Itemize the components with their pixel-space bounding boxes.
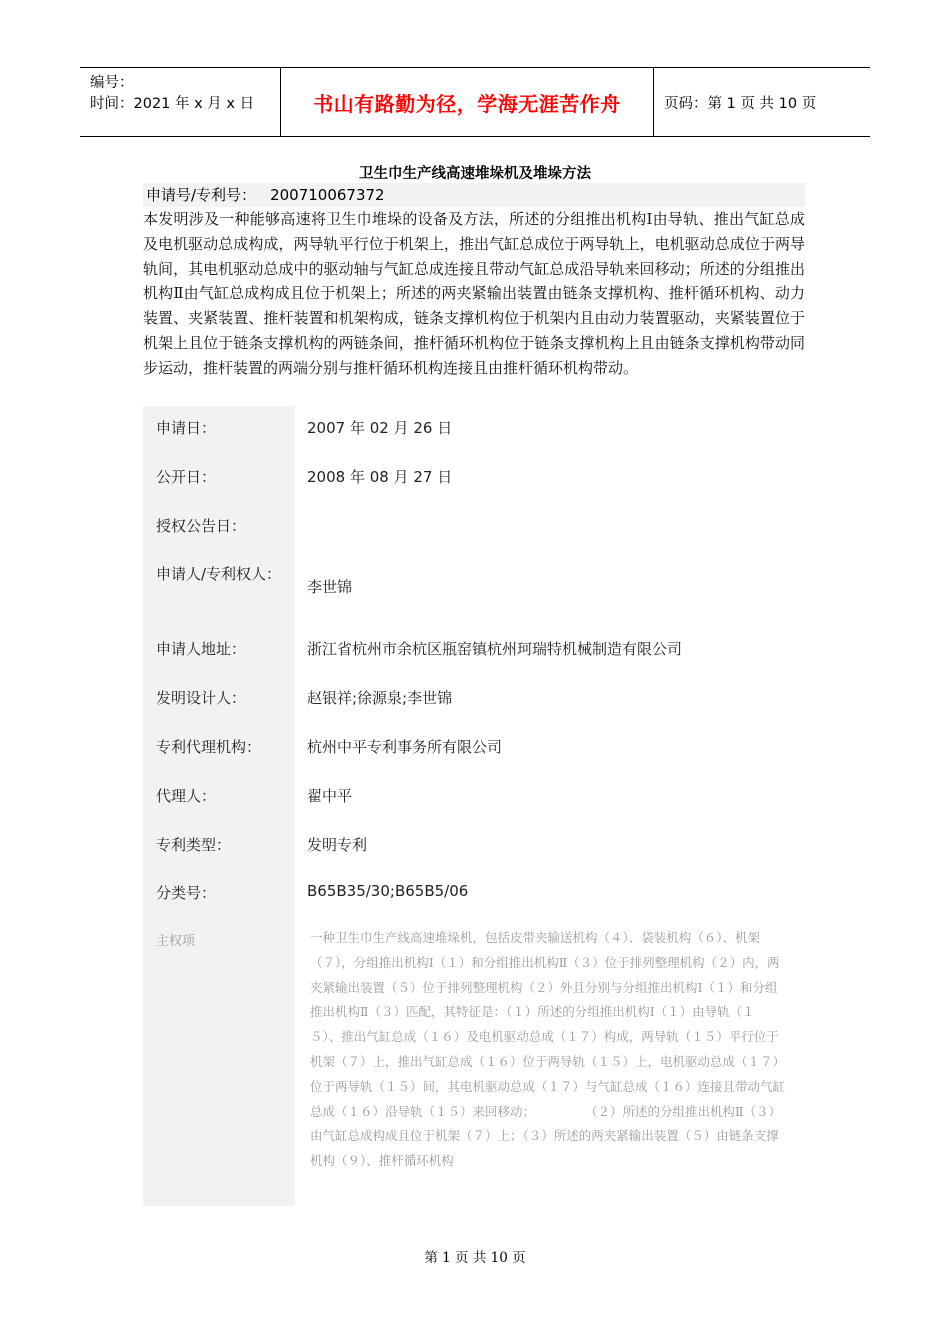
applicant-value: 李世锦: [307, 578, 353, 596]
motto: 书山有路勤为径，学海无涯苦作舟: [281, 68, 654, 136]
page-header: [80, 67, 870, 137]
application-number-value: 200710067372: [270, 186, 385, 204]
agency-value: 杭州中平专利事务所有限公司: [307, 738, 503, 756]
pub-date-label: 公开日：: [156, 468, 217, 486]
grant-date-label: 授权公告日：: [156, 517, 247, 535]
agent-value: 翟中平: [307, 787, 353, 805]
applicant-label: 申请人/专利权人：: [156, 565, 282, 583]
pub-date-value: 2008 年 08 月 27 日: [307, 468, 453, 486]
inventor-label: 发明设计人：: [156, 689, 247, 707]
address-value: 浙江省杭州市余杭区瓶窑镇杭州珂瑞特机械制造有限公司: [307, 640, 683, 658]
address-label: 申请人地址：: [156, 640, 247, 658]
agency-label: 专利代理机构：: [156, 738, 262, 756]
claim-label: 主权项: [156, 934, 196, 949]
header-meta-cell: [80, 68, 281, 136]
apply-date-value: 2007 年 02 月 26 日: [307, 419, 453, 437]
class-label: 分类号：: [156, 884, 217, 902]
type-label: 专利类型：: [156, 836, 232, 854]
document-title: 卫生巾生产线高速堆垛机及堆垛方法: [359, 165, 591, 182]
application-number-label: 申请号/专利号：: [146, 186, 257, 204]
application-number-row: [143, 183, 805, 207]
agent-label: 代理人：: [156, 787, 217, 805]
claim-text: 一种卫生巾生产线高速堆垛机，包括皮带夹输送机构（４）、袋装机构（６）、机架（７），分组推出机构Ⅰ（１）和分组推出机构Ⅱ（３）位于排列整理机构（２）内，两夹紧输出装置（５）位于排列整理机构（２）外且分别与分组推出机构Ⅰ（１）和分组推出机构Ⅱ（３）匹配，其特征是：（１）所述的分组推出机构Ⅰ（１）由导轨（１５）、推出气缸总成（１６）及电机驱动总成（１７）构成，两导轨（１５）平行位于机架（７）上，推出气缸总成（１６）位于两导轨（１５）上，电机驱动总成（１７）位于两导轨（１５）间，其电机驱动总成（１７）与气缸总成（１６）连接且带动气缸总成（１６）沿导轨（１５）来回移动； （２）所述的分组推出机构Ⅱ（３）由气缸总成构成且位于机架（７）上；（３）所述的两夹紧输出装置（５）由链条支撑机构（９）、推杆循环机构: [310, 930, 786, 1169]
page-footer: 第 1 页 共 10 页: [424, 1250, 526, 1266]
patent-info-table: [143, 406, 786, 1206]
type-value: 发明专利: [307, 836, 368, 854]
apply-date-label: 申请日：: [156, 419, 217, 437]
time-label: 时间：2021 年 x 月 x 日: [90, 96, 255, 112]
inventor-value: 赵银祥;徐源泉;李世锦: [307, 689, 453, 707]
class-value: B65B35/30;B65B5/06: [307, 882, 469, 900]
number-label: 编号：: [90, 75, 134, 91]
page-info: 页码：第 1 页 共 10 页: [664, 95, 817, 112]
abstract: 本发明涉及一种能够高速将卫生巾堆垛的设备及方法，所述的分组推出机构Ⅰ由导轨、推出气缸总成及电机驱动总成构成，两导轨平行位于机架上，推出气缸总成位于两导轨上，电机驱动总成位于两导轨间，其电机驱动总成中的驱动轴与气缸总成连接且带动气缸总成沿导轨来回移动；所述的分组推出机构Ⅱ由气缸总成构成且位于机架上；所述的两夹紧输出装置由链条支撑机构、推杆循环机构、动力装置、夹紧装置、推杆装置和机架构成，链条支撑机构位于机架内且由动力装置驱动，夹紧装置位于机架上且位于链条支撑机构的两链条间，推杆循环机构位于链条支撑机构上且由链条支撑机构带动同步运动，推杆装置的两端分别与推杆循环机构连接且由推杆循环机构带动。: [143, 210, 805, 377]
